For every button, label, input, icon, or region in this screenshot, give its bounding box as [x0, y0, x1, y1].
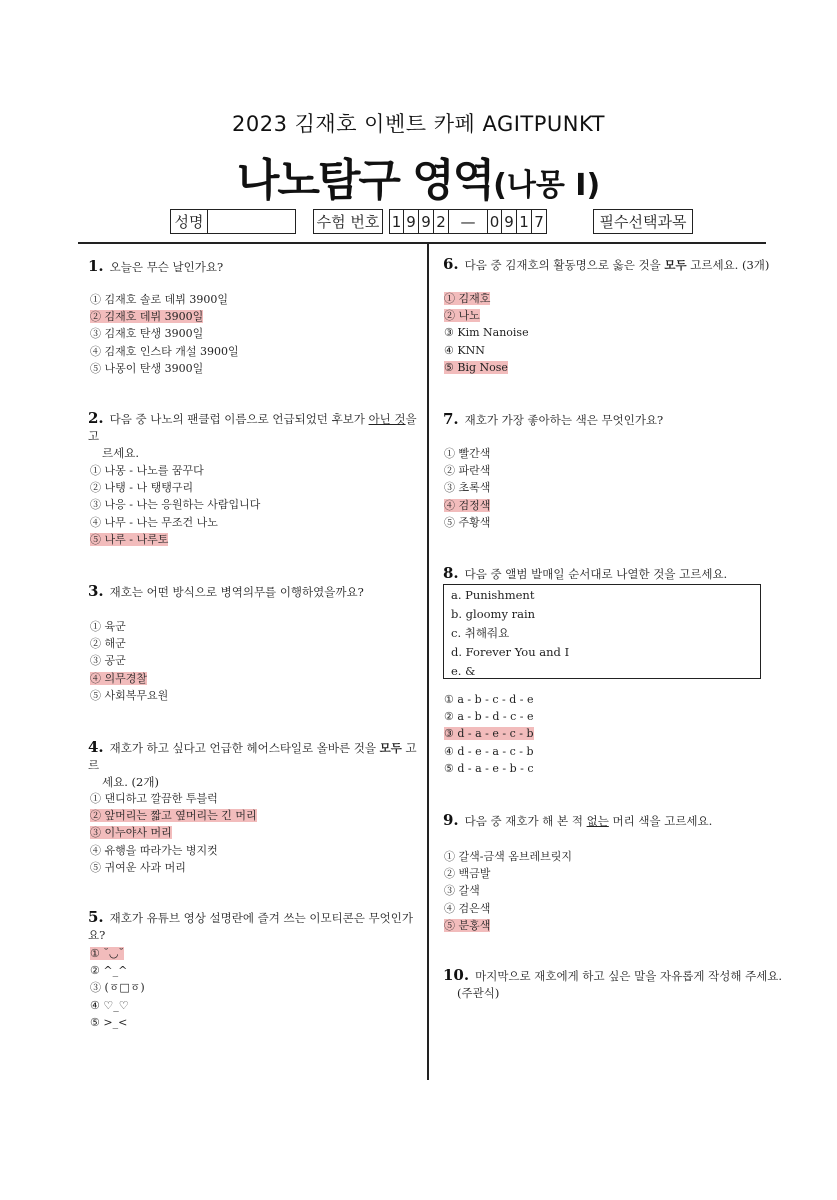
option[interactable]: ④ d - e - a - c - b: [444, 744, 534, 758]
option-selected[interactable]: ④ 의무경찰: [90, 671, 148, 685]
album-item: a. Punishment: [451, 588, 535, 602]
option[interactable]: ② 파란색: [444, 464, 491, 478]
option-selected[interactable]: ② 김재호 데뷔 3900일: [90, 310, 204, 324]
question-3: 3. 재호는 어떤 방식으로 병역의무를 이행하였을까요?: [88, 582, 364, 600]
question-5-options: [90, 945, 145, 1031]
option-selected[interactable]: ① 김재호: [444, 292, 491, 305]
question-number: 5.: [88, 908, 104, 926]
exam-title-paren: (나몽 I): [493, 168, 601, 203]
album-item: c. 취해줘요: [451, 626, 510, 640]
option[interactable]: ① 갈색-금색 옴브레브릿지: [444, 850, 572, 863]
exam-digit: 0: [487, 209, 502, 234]
option[interactable]: ⑤ d - a - e - b - c: [444, 761, 534, 775]
option-selected[interactable]: ① ˘◡˘: [90, 947, 124, 960]
option[interactable]: ③ 나응 - 나는 응원하는 사람입니다: [90, 498, 261, 512]
question-number: 8.: [443, 564, 459, 582]
question-9-options: [444, 848, 572, 934]
question-4-options: [90, 790, 257, 876]
option[interactable]: ② 백금발: [444, 867, 491, 881]
question-note: (주관식): [457, 986, 500, 1000]
name-field[interactable]: [207, 209, 296, 234]
question-5: 5. 재호가 유튜브 영상 설명란에 즐겨 쓰는 이모티콘은 무엇인가요?: [88, 908, 413, 942]
question-number: 4.: [88, 738, 104, 756]
question-number: 3.: [88, 582, 104, 600]
exam-number: [389, 209, 547, 234]
exam-info-bar: [0, 209, 837, 236]
question-1-options: [90, 291, 239, 377]
option[interactable]: ④ ♡_♡: [90, 998, 129, 1012]
option[interactable]: ② a - b - d - c - e: [444, 710, 534, 724]
exam-digit: 9: [404, 209, 419, 234]
option-selected[interactable]: ④ 검정색: [444, 498, 491, 512]
question-7: 7. 재호가 가장 좋아하는 색은 무엇인가요?: [443, 410, 664, 428]
question-2: 2. 다음 중 나노의 팬클럽 이름으로 언급되었던 후보가 아닌 것을 고 르세요.: [88, 409, 417, 460]
option[interactable]: ① 나몽 - 나노를 꿈꾸다: [90, 464, 204, 477]
option[interactable]: ④ 유행을 따라가는 병지컷: [90, 843, 218, 857]
question-1: [88, 258, 418, 276]
question-number: 7.: [443, 410, 459, 428]
exam-digit: 9: [502, 209, 517, 234]
question-10: 10. 마지막으로 재호에게 하고 싶은 말을 자유롭게 작성해 주세요. (주관식): [443, 966, 783, 1000]
option[interactable]: ⑤ 주황색: [444, 515, 491, 529]
option[interactable]: ⑤ 귀여운 사과 머리: [90, 860, 186, 874]
option[interactable]: ③ 공군: [90, 654, 126, 668]
option[interactable]: ③ 갈색: [444, 884, 480, 898]
header-divider: [78, 242, 766, 244]
option[interactable]: ⑤ >_<: [90, 1015, 128, 1029]
question-7-options: [444, 445, 490, 531]
album-item: b. gloomy rain: [451, 607, 536, 621]
option-selected[interactable]: ⑤ 분홍색: [444, 918, 491, 932]
question-4: 4. 재호가 하고 싶다고 언급한 헤어스타일로 올바른 것을 모두 고르 세요. (2개): [88, 738, 417, 789]
option-selected[interactable]: ⑤ 나루 - 나루토: [90, 532, 169, 546]
exam-title-main: 나노탐구 영역: [236, 155, 494, 206]
exam-digit: 7: [532, 209, 547, 234]
option[interactable]: ② 나탱 - 나 탱탱구리: [90, 481, 194, 495]
album-item: e. &: [451, 664, 476, 678]
subject-label: 필수선택과목: [593, 209, 693, 234]
exam-title: [0, 144, 837, 208]
question-6: 6. 다음 중 김재호의 활동명으로 옳은 것을 모두 고르세요. (3개): [443, 255, 770, 273]
question-number: 6.: [443, 255, 459, 273]
option[interactable]: ① a - b - c - d - e: [444, 693, 534, 706]
question-9: 9. 다음 중 재호가 해 본 적 없는 머리 색을 고르세요.: [443, 811, 713, 829]
question-number: 2.: [88, 409, 104, 427]
question-text: 오늘은 무슨 날인가요?: [109, 260, 224, 274]
column-divider: [427, 244, 429, 1080]
exam-number-dash: —: [449, 209, 487, 234]
exam-number-label: 수험 번호: [313, 209, 383, 234]
exam-digit: 1: [389, 209, 404, 234]
option-selected[interactable]: ⑤ Big Nose: [444, 360, 508, 374]
option[interactable]: ② ^_^: [90, 964, 128, 978]
option-selected[interactable]: ② 나노: [444, 309, 480, 323]
option[interactable]: ① 댄디하고 깔끔한 투블럭: [90, 792, 218, 805]
option[interactable]: ④ 검은색: [444, 901, 491, 915]
option[interactable]: ③ (ㆆ□ㆆ): [90, 981, 145, 995]
album-item: d. Forever You and I: [451, 645, 570, 659]
option[interactable]: ④ 나무 - 나는 무조건 나노: [90, 515, 218, 529]
option[interactable]: ③ 김재호 탄생 3900일: [90, 327, 204, 341]
question-2-options: [90, 462, 260, 548]
exam-subtitle: 2023 김재호 이벤트 카페 AGITPUNKT: [232, 112, 605, 136]
option[interactable]: ⑤ 나몽이 탄생 3900일: [90, 361, 204, 375]
exam-digit: 1: [517, 209, 532, 234]
question-8: 8. 다음 중 앨범 발매일 순서대로 나열한 것을 고르세요.: [443, 564, 728, 582]
option[interactable]: ① 빨간색: [444, 447, 491, 460]
option-selected[interactable]: ② 앞머리는 짧고 옆머리는 긴 머리: [90, 809, 257, 823]
question-8-options: [444, 691, 534, 777]
question-number: 10.: [443, 966, 470, 984]
question-number: 9.: [443, 811, 459, 829]
option[interactable]: ③ Kim Nanoise: [444, 326, 529, 340]
exam-digit: 2: [434, 209, 449, 234]
question-6-options: [444, 290, 529, 376]
option[interactable]: ① 김재호 솔로 데뷔 3900일: [90, 293, 228, 306]
option-selected[interactable]: ③ 이누야사 머리: [90, 826, 172, 840]
option[interactable]: ② 해군: [90, 637, 126, 651]
album-list-box: [443, 584, 761, 679]
name-label: 성명: [170, 209, 208, 234]
option-selected[interactable]: ③ d - a - e - c - b: [444, 727, 534, 741]
option[interactable]: ⑤ 사회복무요원: [90, 688, 169, 702]
exam-digit: 9: [419, 209, 434, 234]
option[interactable]: ④ KNN: [444, 343, 485, 357]
option[interactable]: ① 육군: [90, 620, 126, 633]
option[interactable]: ③ 초록색: [444, 481, 491, 495]
question-3-options: [90, 618, 168, 704]
option[interactable]: ④ 김재호 인스타 개설 3900일: [90, 344, 239, 358]
question-number: 1.: [88, 257, 104, 275]
